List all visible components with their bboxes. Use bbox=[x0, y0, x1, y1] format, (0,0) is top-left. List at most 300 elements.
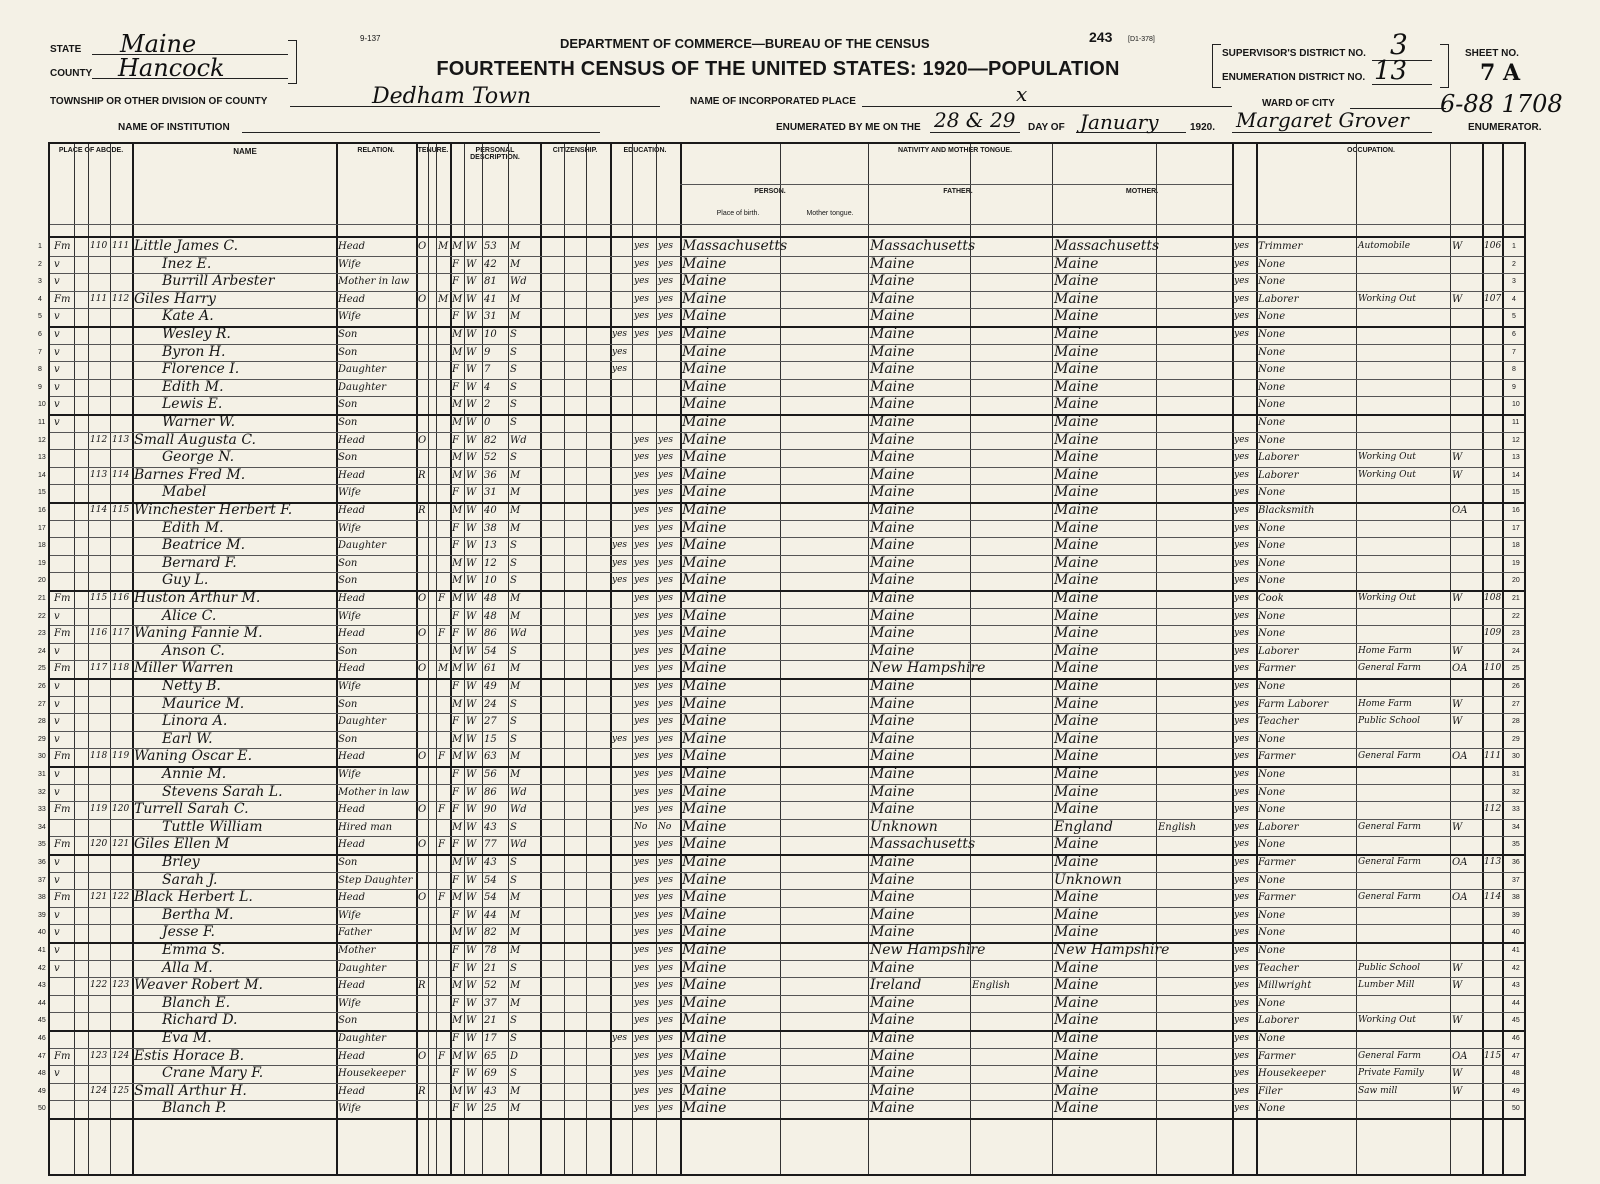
page-title: FOURTEENTH CENSUS OF THE UNITED STATES: 1920—POPULATION bbox=[436, 58, 1120, 80]
cell-eng: yes bbox=[1234, 997, 1250, 1008]
cell-age: 63 bbox=[484, 751, 497, 763]
table-row bbox=[38, 502, 1524, 520]
cell-age: 9 bbox=[484, 346, 491, 358]
cell-occ: None bbox=[1258, 522, 1286, 534]
cell-age: 61 bbox=[484, 663, 497, 675]
cell-read: yes bbox=[634, 804, 650, 815]
line-number-right: 40 bbox=[1512, 929, 1520, 937]
cell-occ: Farm Laborer bbox=[1258, 698, 1329, 710]
cell-sex: F bbox=[452, 364, 459, 376]
cell-name: Miller Warren bbox=[134, 660, 234, 677]
cell-col: W bbox=[466, 346, 477, 358]
cell-age: 52 bbox=[484, 980, 497, 992]
cell-st: Fm bbox=[54, 804, 71, 816]
cell-eng: yes bbox=[1234, 1050, 1250, 1061]
label-place-of-birth: Place of birth. bbox=[716, 210, 760, 217]
cell-occ: None bbox=[1258, 909, 1286, 921]
cell-fpob: Maine bbox=[870, 308, 915, 325]
cell-code: 113 bbox=[1484, 857, 1502, 867]
cell-occ: Blacksmith bbox=[1258, 505, 1315, 516]
cell-write: yes bbox=[658, 505, 674, 515]
incorporated-label: NAME OF INCORPORATED PLACE bbox=[690, 96, 856, 107]
header-rule bbox=[680, 184, 1232, 185]
cell-name: Waning Fannie M. bbox=[134, 625, 263, 642]
cell-age: 48 bbox=[484, 593, 497, 604]
line-number-right: 35 bbox=[1512, 841, 1520, 849]
cell-write: yes bbox=[658, 997, 674, 1008]
cell-name: Eva M. bbox=[162, 1030, 212, 1046]
cell-pob: Maine bbox=[682, 678, 727, 694]
cell-fa: 115 bbox=[112, 505, 130, 515]
cell-ind: General Farm bbox=[1358, 892, 1421, 903]
cell-write: yes bbox=[658, 857, 674, 867]
cell-col: W bbox=[466, 821, 477, 833]
line-number-right: 31 bbox=[1512, 771, 1520, 778]
cell-name: Mabel bbox=[162, 484, 207, 501]
cell-eng: yes bbox=[1234, 698, 1250, 709]
cell-occ: Cook bbox=[1258, 593, 1284, 604]
table-row bbox=[38, 238, 1524, 256]
cell-fpob: Maine bbox=[870, 642, 915, 659]
cell-sex: F bbox=[452, 1033, 459, 1044]
cell-eng: yes bbox=[1234, 909, 1250, 920]
cell-fpob: Maine bbox=[870, 1100, 915, 1117]
cell-col: W bbox=[466, 769, 477, 780]
cell-occ: Farmer bbox=[1258, 751, 1296, 763]
line-number: 12 bbox=[38, 436, 46, 444]
line-number: 26 bbox=[38, 683, 46, 690]
cell-eng: yes bbox=[1234, 804, 1250, 815]
cell-ind: Working Out bbox=[1358, 452, 1416, 463]
cell-eng: yes bbox=[1234, 945, 1250, 955]
cell-rel: Wife bbox=[338, 311, 361, 323]
cell-pob: Maine bbox=[682, 1082, 727, 1099]
cell-name: Giles Harry bbox=[134, 290, 216, 307]
cell-sch: yes bbox=[612, 733, 628, 744]
cell-rel: Head bbox=[338, 1085, 366, 1097]
cell-sex: F bbox=[452, 276, 459, 288]
cell-occ: None bbox=[1258, 381, 1286, 393]
line-number-right: 21 bbox=[1512, 595, 1520, 602]
group-personal: PERSONAL DESCRIPTION. bbox=[470, 147, 520, 161]
cell-st: Fm bbox=[54, 241, 71, 252]
cell-pob: Maine bbox=[682, 660, 727, 677]
line-number: 50 bbox=[38, 1105, 46, 1113]
cell-read: yes bbox=[634, 645, 650, 656]
cell-fa: 121 bbox=[112, 839, 130, 850]
cell-occ: None bbox=[1258, 874, 1286, 886]
cell-col: W bbox=[466, 293, 477, 305]
cell-eng: yes bbox=[1234, 258, 1250, 269]
cell-sex: F bbox=[452, 434, 459, 446]
table-row bbox=[38, 854, 1524, 872]
cell-read: yes bbox=[634, 980, 650, 991]
cell-cls: W bbox=[1452, 962, 1463, 974]
cell-name: Weaver Robert M. bbox=[134, 977, 263, 994]
line-number-right: 14 bbox=[1512, 471, 1520, 479]
cell-ms: M bbox=[510, 663, 521, 675]
cell-mort: F bbox=[438, 628, 445, 640]
cell-rel: Mother in law bbox=[338, 786, 410, 798]
cell-age: 38 bbox=[484, 522, 497, 534]
table-row bbox=[38, 766, 1524, 784]
cell-cls: W bbox=[1452, 1015, 1463, 1027]
cell-sex: M bbox=[452, 892, 463, 904]
cell-st: v bbox=[54, 258, 60, 270]
line-number-right: 7 bbox=[1512, 348, 1516, 356]
cell-eng: yes bbox=[1234, 434, 1250, 445]
line-number-right: 36 bbox=[1512, 859, 1520, 866]
cell-pob: Maine bbox=[682, 431, 727, 448]
cell-eng: yes bbox=[1234, 593, 1250, 603]
cell-sex: M bbox=[452, 593, 463, 604]
cell-age: 25 bbox=[484, 1103, 497, 1115]
table-row bbox=[38, 730, 1524, 749]
table-row bbox=[38, 1065, 1524, 1083]
cell-fpob: New Hampshire bbox=[870, 942, 986, 958]
line-number: 21 bbox=[38, 595, 46, 602]
group-occupation: OCCUPATION. bbox=[1347, 147, 1395, 154]
cell-write: yes bbox=[658, 716, 674, 727]
cell-write: yes bbox=[658, 645, 674, 656]
table-row bbox=[38, 871, 1524, 890]
table-row bbox=[38, 625, 1524, 643]
cell-pob: Maine bbox=[682, 977, 727, 994]
cell-pob: Maine bbox=[682, 273, 727, 290]
table-row bbox=[38, 484, 1524, 502]
cell-mpob: Maine bbox=[1054, 924, 1099, 941]
cell-read: yes bbox=[634, 1015, 650, 1026]
cell-read: yes bbox=[634, 681, 650, 691]
cell-cls: W bbox=[1452, 293, 1463, 305]
cell-pob: Maine bbox=[682, 308, 727, 325]
cell-dw: 119 bbox=[90, 804, 108, 815]
cell-rel: Daughter bbox=[338, 716, 386, 728]
cell-sex: F bbox=[452, 522, 459, 534]
line-number-right: 50 bbox=[1512, 1105, 1520, 1113]
cell-rel: Head bbox=[338, 469, 366, 481]
cell-sex: M bbox=[452, 346, 463, 358]
cell-rel: Wife bbox=[338, 769, 361, 780]
cell-ms: M bbox=[510, 258, 521, 270]
cell-fpob: Maine bbox=[870, 801, 915, 818]
cell-ind: General Farm bbox=[1358, 663, 1421, 674]
cell-code: 107 bbox=[1484, 293, 1502, 304]
cell-pob: Maine bbox=[682, 1012, 727, 1029]
cell-sex: F bbox=[452, 1068, 459, 1080]
cell-read: yes bbox=[634, 1050, 650, 1061]
cell-age: 69 bbox=[484, 1068, 497, 1080]
cell-write: yes bbox=[658, 1103, 674, 1114]
cell-rel: Head bbox=[338, 628, 366, 640]
cell-st: v bbox=[54, 610, 60, 622]
cell-ms: M bbox=[510, 593, 521, 604]
cell-age: 48 bbox=[484, 610, 497, 622]
cell-occ: None bbox=[1258, 927, 1286, 939]
cell-rel: Wife bbox=[338, 258, 361, 270]
cell-fpob: Maine bbox=[870, 554, 915, 571]
cell-dw: 110 bbox=[90, 241, 108, 251]
cell-st: v bbox=[54, 399, 60, 411]
cell-ind: General Farm bbox=[1358, 857, 1421, 867]
cell-rel: Son bbox=[338, 698, 358, 710]
line-number-right: 26 bbox=[1512, 683, 1520, 690]
cell-mpob: Maine bbox=[1054, 519, 1099, 536]
cell-rel: Head bbox=[338, 892, 366, 904]
cell-st: v bbox=[54, 364, 60, 376]
cell-ms: S bbox=[510, 874, 517, 886]
cell-cls: W bbox=[1452, 241, 1463, 252]
cell-eng: yes bbox=[1234, 487, 1250, 498]
cell-col: W bbox=[466, 839, 477, 851]
cell-ms: M bbox=[510, 311, 521, 323]
cell-mpob: Maine bbox=[1054, 1082, 1099, 1099]
cell-own: O bbox=[418, 293, 427, 305]
cell-mort: F bbox=[438, 593, 445, 604]
cell-pob: Maine bbox=[682, 502, 727, 518]
line-number: 29 bbox=[38, 735, 46, 743]
cell-age: 43 bbox=[484, 821, 497, 833]
cell-fpob: Maine bbox=[870, 1030, 915, 1046]
cell-col: W bbox=[466, 469, 477, 481]
cell-st: Fm bbox=[54, 751, 71, 763]
cell-ms: M bbox=[510, 610, 521, 622]
line-number-right: 11 bbox=[1512, 419, 1520, 426]
cell-mort: M bbox=[438, 663, 449, 675]
cell-dw: 120 bbox=[90, 839, 108, 850]
cell-pob: Maine bbox=[682, 466, 727, 483]
cell-col: W bbox=[466, 645, 477, 657]
cell-ind: Public School bbox=[1358, 962, 1420, 973]
cell-read: yes bbox=[634, 293, 650, 304]
cell-pob: Maine bbox=[682, 642, 727, 659]
cell-fpob: Maine bbox=[870, 994, 915, 1011]
cell-sex: M bbox=[452, 293, 463, 305]
cell-fpob: Maine bbox=[870, 290, 915, 307]
cell-occ: None bbox=[1258, 997, 1286, 1009]
cell-name: Black Herbert L. bbox=[134, 889, 253, 906]
cell-read: yes bbox=[634, 434, 650, 445]
cell-age: 12 bbox=[484, 557, 497, 569]
cell-read: yes bbox=[634, 469, 650, 480]
cell-sex: F bbox=[452, 804, 459, 816]
cell-fpob: Ireland bbox=[870, 977, 922, 994]
cell-occ: None bbox=[1258, 346, 1286, 358]
state-value: Maine bbox=[120, 30, 197, 58]
cell-name: Burrill Arbester bbox=[162, 273, 275, 290]
line-number: 10 bbox=[38, 401, 46, 409]
line-number: 18 bbox=[38, 542, 46, 550]
table-row bbox=[38, 1082, 1524, 1101]
cell-occ: Filer bbox=[1258, 1085, 1283, 1097]
cell-name: Florence I. bbox=[162, 361, 240, 378]
cell-cls: W bbox=[1452, 645, 1463, 657]
cell-read: yes bbox=[634, 857, 650, 867]
cell-write: yes bbox=[658, 980, 674, 991]
cell-name: Giles Ellen M bbox=[134, 836, 230, 853]
cell-pob: Maine bbox=[682, 519, 727, 536]
cell-pob: Maine bbox=[682, 361, 727, 378]
cell-col: W bbox=[466, 874, 477, 886]
cell-sch: yes bbox=[612, 346, 628, 357]
cell-col: W bbox=[466, 927, 477, 939]
cell-fpob: Maine bbox=[870, 959, 915, 976]
cell-fpob: Maine bbox=[870, 343, 915, 360]
cell-mort: M bbox=[438, 293, 449, 305]
cell-occ: Laborer bbox=[1258, 645, 1299, 657]
cell-ms: S bbox=[510, 733, 517, 745]
cell-fpob: Maine bbox=[870, 1047, 915, 1064]
cell-rel: Daughter bbox=[338, 381, 386, 393]
cell-pob: Maine bbox=[682, 836, 727, 853]
cell-fpob: Maine bbox=[870, 396, 915, 413]
cell-sex: M bbox=[452, 927, 463, 939]
cell-age: 43 bbox=[484, 857, 497, 868]
line-number-right: 22 bbox=[1512, 612, 1520, 620]
cell-read: yes bbox=[634, 1033, 650, 1043]
table-row bbox=[38, 590, 1524, 608]
cell-mpob: Maine bbox=[1054, 290, 1099, 307]
cell-rel: Head bbox=[338, 434, 366, 446]
cell-st: Fm bbox=[54, 593, 71, 604]
cell-occ: None bbox=[1258, 610, 1286, 622]
line-number-right: 46 bbox=[1512, 1035, 1520, 1042]
cell-age: 24 bbox=[484, 698, 497, 710]
line-number-right: 43 bbox=[1512, 982, 1520, 990]
cell-col: W bbox=[466, 311, 477, 323]
cell-pob: Maine bbox=[682, 889, 727, 906]
cell-age: 42 bbox=[484, 258, 497, 270]
cell-sex: M bbox=[452, 857, 463, 868]
cell-sex: F bbox=[452, 1103, 459, 1115]
cell-write: yes bbox=[658, 909, 674, 920]
cell-age: 4 bbox=[484, 381, 491, 393]
cell-age: 41 bbox=[484, 293, 497, 305]
cell-eng: yes bbox=[1234, 575, 1250, 586]
cell-sex: M bbox=[452, 575, 463, 587]
cell-mpob: Maine bbox=[1054, 484, 1099, 501]
cell-sex: F bbox=[452, 997, 459, 1009]
cell-write: yes bbox=[658, 962, 674, 973]
cell-pob: Maine bbox=[682, 766, 727, 782]
cell-cls: OA bbox=[1452, 751, 1468, 763]
cell-name: Barnes Fred M. bbox=[134, 466, 246, 483]
cell-fpob: Maine bbox=[870, 871, 915, 888]
line-number: 42 bbox=[38, 964, 46, 972]
cell-rel: Step Daughter bbox=[338, 874, 413, 886]
line-number-right: 38 bbox=[1512, 894, 1520, 902]
line-number: 5 bbox=[38, 313, 42, 321]
cell-write: yes bbox=[658, 329, 674, 339]
cell-sex: F bbox=[452, 681, 459, 692]
cell-fa: 120 bbox=[112, 804, 130, 815]
cell-ms: Wd bbox=[510, 434, 527, 446]
cell-dw: 116 bbox=[90, 628, 108, 639]
cell-ms: S bbox=[510, 346, 517, 358]
cell-read: No bbox=[634, 821, 648, 832]
line-number-right: 24 bbox=[1512, 647, 1520, 655]
cell-name: Huston Arthur M. bbox=[134, 590, 261, 606]
line-number-right: 16 bbox=[1512, 507, 1520, 514]
cell-col: W bbox=[466, 364, 477, 376]
cell-fpob: Maine bbox=[870, 625, 915, 642]
cell-ms: M bbox=[510, 469, 521, 481]
cell-read: yes bbox=[634, 733, 650, 744]
cell-fa: 123 bbox=[112, 980, 130, 991]
cell-eng: yes bbox=[1234, 857, 1250, 867]
cell-read: yes bbox=[634, 1085, 650, 1096]
cell-ind: Saw mill bbox=[1358, 1085, 1398, 1096]
line-number-right: 1 bbox=[1512, 243, 1516, 250]
line-number-right: 33 bbox=[1512, 806, 1520, 814]
line-number-right: 41 bbox=[1512, 947, 1520, 954]
cell-occ: Laborer bbox=[1258, 821, 1299, 833]
cell-dw: 122 bbox=[90, 980, 108, 991]
line-number: 33 bbox=[38, 806, 46, 814]
cell-mpob: Maine bbox=[1054, 537, 1099, 554]
cell-rel: Son bbox=[338, 452, 358, 464]
cell-age: 78 bbox=[484, 945, 497, 956]
table-row bbox=[38, 255, 1524, 274]
cell-name: Warner W. bbox=[162, 414, 236, 430]
cell-age: 90 bbox=[484, 804, 497, 816]
cell-eng: yes bbox=[1234, 276, 1250, 287]
cell-col: W bbox=[466, 1068, 477, 1080]
cell-age: 44 bbox=[484, 909, 497, 921]
cell-name: Edith M. bbox=[162, 519, 224, 536]
district-bracket bbox=[1212, 44, 1221, 88]
cell-pob: Maine bbox=[682, 994, 727, 1011]
cell-occ: None bbox=[1258, 311, 1286, 323]
cell-sex: F bbox=[452, 962, 459, 974]
cell-ms: D bbox=[510, 1050, 519, 1062]
cell-mpob: Maine bbox=[1054, 449, 1099, 466]
cell-write: yes bbox=[658, 452, 674, 463]
cell-st: v bbox=[54, 857, 60, 868]
cell-read: yes bbox=[634, 698, 650, 709]
group-nativity: NATIVITY AND MOTHER TONGUE. bbox=[897, 147, 1013, 154]
line-number-right: 39 bbox=[1512, 911, 1520, 919]
cell-sex: M bbox=[452, 505, 463, 516]
cell-mpob: Maine bbox=[1054, 730, 1099, 747]
cell-name: Anson C. bbox=[162, 642, 225, 659]
cell-occ: None bbox=[1258, 733, 1286, 745]
cell-col: W bbox=[466, 434, 477, 446]
cell-col: W bbox=[466, 804, 477, 816]
cell-eng: yes bbox=[1234, 716, 1250, 727]
cell-eng: yes bbox=[1234, 980, 1250, 991]
cell-mort: M bbox=[438, 241, 449, 252]
cell-mpob: Maine bbox=[1054, 255, 1099, 272]
cell-name: Blanch P. bbox=[162, 1100, 227, 1117]
incorporated-value: x bbox=[1016, 82, 1028, 106]
cell-eng: yes bbox=[1234, 839, 1250, 850]
cell-col: W bbox=[466, 540, 477, 552]
cell-ms: S bbox=[510, 645, 517, 657]
cell-occ: None bbox=[1258, 399, 1286, 411]
table-row bbox=[38, 959, 1524, 978]
cell-pob: Maine bbox=[682, 326, 727, 342]
cell-own: O bbox=[418, 663, 427, 675]
cell-col: W bbox=[466, 962, 477, 974]
cell-write: yes bbox=[658, 1033, 674, 1043]
cell-read: yes bbox=[634, 1068, 650, 1079]
cell-code: 109 bbox=[1484, 628, 1502, 639]
cell-fpob: Maine bbox=[870, 449, 915, 466]
line-number: 6 bbox=[38, 331, 42, 338]
cell-ms: Wd bbox=[510, 804, 527, 816]
cell-fpob: New Hampshire bbox=[870, 660, 986, 677]
